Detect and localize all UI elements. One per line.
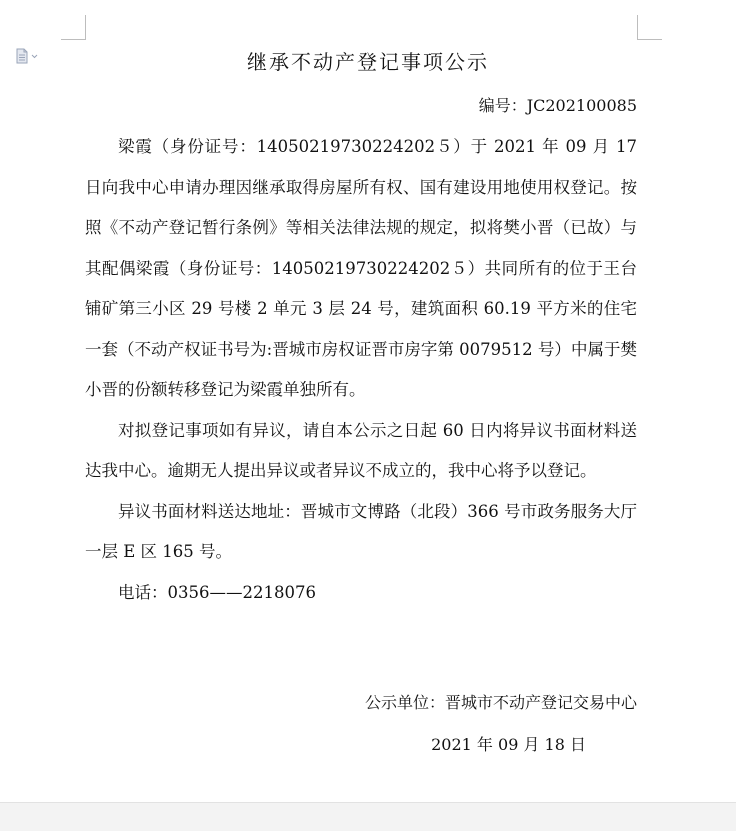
document-number: 编号：JC202100085 <box>478 96 637 115</box>
page-gap-bar <box>0 802 736 831</box>
page-corner-mark-top-left <box>61 15 86 40</box>
paragraph-objection: 对拟登记事项如有异议，请自本公示之日起 60 日内将异议书面材料送达我中心。逾期无人提出异议或者异议不成立的，我中心将予以登记。 <box>85 420 637 480</box>
paragraph-main: 梁霞（身份证号：14050219730224202５）于 2021 年 09 月 17 日向我中心申请办理因继承取得房屋所有权、国有建设用地使用权登记。按照《不动产登记暂行条例》等相关法律法规的规定，拟将樊小晋（已故）与其配偶梁霞（身份证号：14050219730224202５）共同所有的位于王台铺矿第三小区 29 号楼 2 单元 3 层 24 号，建筑面积 60.19 平方米的住宅一套（不动产权证书号为:晋城市房权证晋市房字第 0079512 号）中属于樊小晋的份额转移登记为梁霞单独所有。 <box>85 137 637 399</box>
paragraph-address: 异议书面材料送达地址：晋城市文博路（北段）366 号市政务服务大厅一层 E 区 165 号。 <box>85 501 637 561</box>
signing-unit: 公示单位：晋城市不动产登记交易中心 <box>364 693 637 712</box>
paragraph-phone: 电话：0356——2218076 <box>118 582 316 602</box>
document-title: 继承不动产登记事项公示 <box>247 50 489 74</box>
signing-date: 2021 年 09 月 18 日 <box>431 735 586 754</box>
page-corner-mark-top-right <box>637 15 662 40</box>
document-body <box>85 127 637 613</box>
